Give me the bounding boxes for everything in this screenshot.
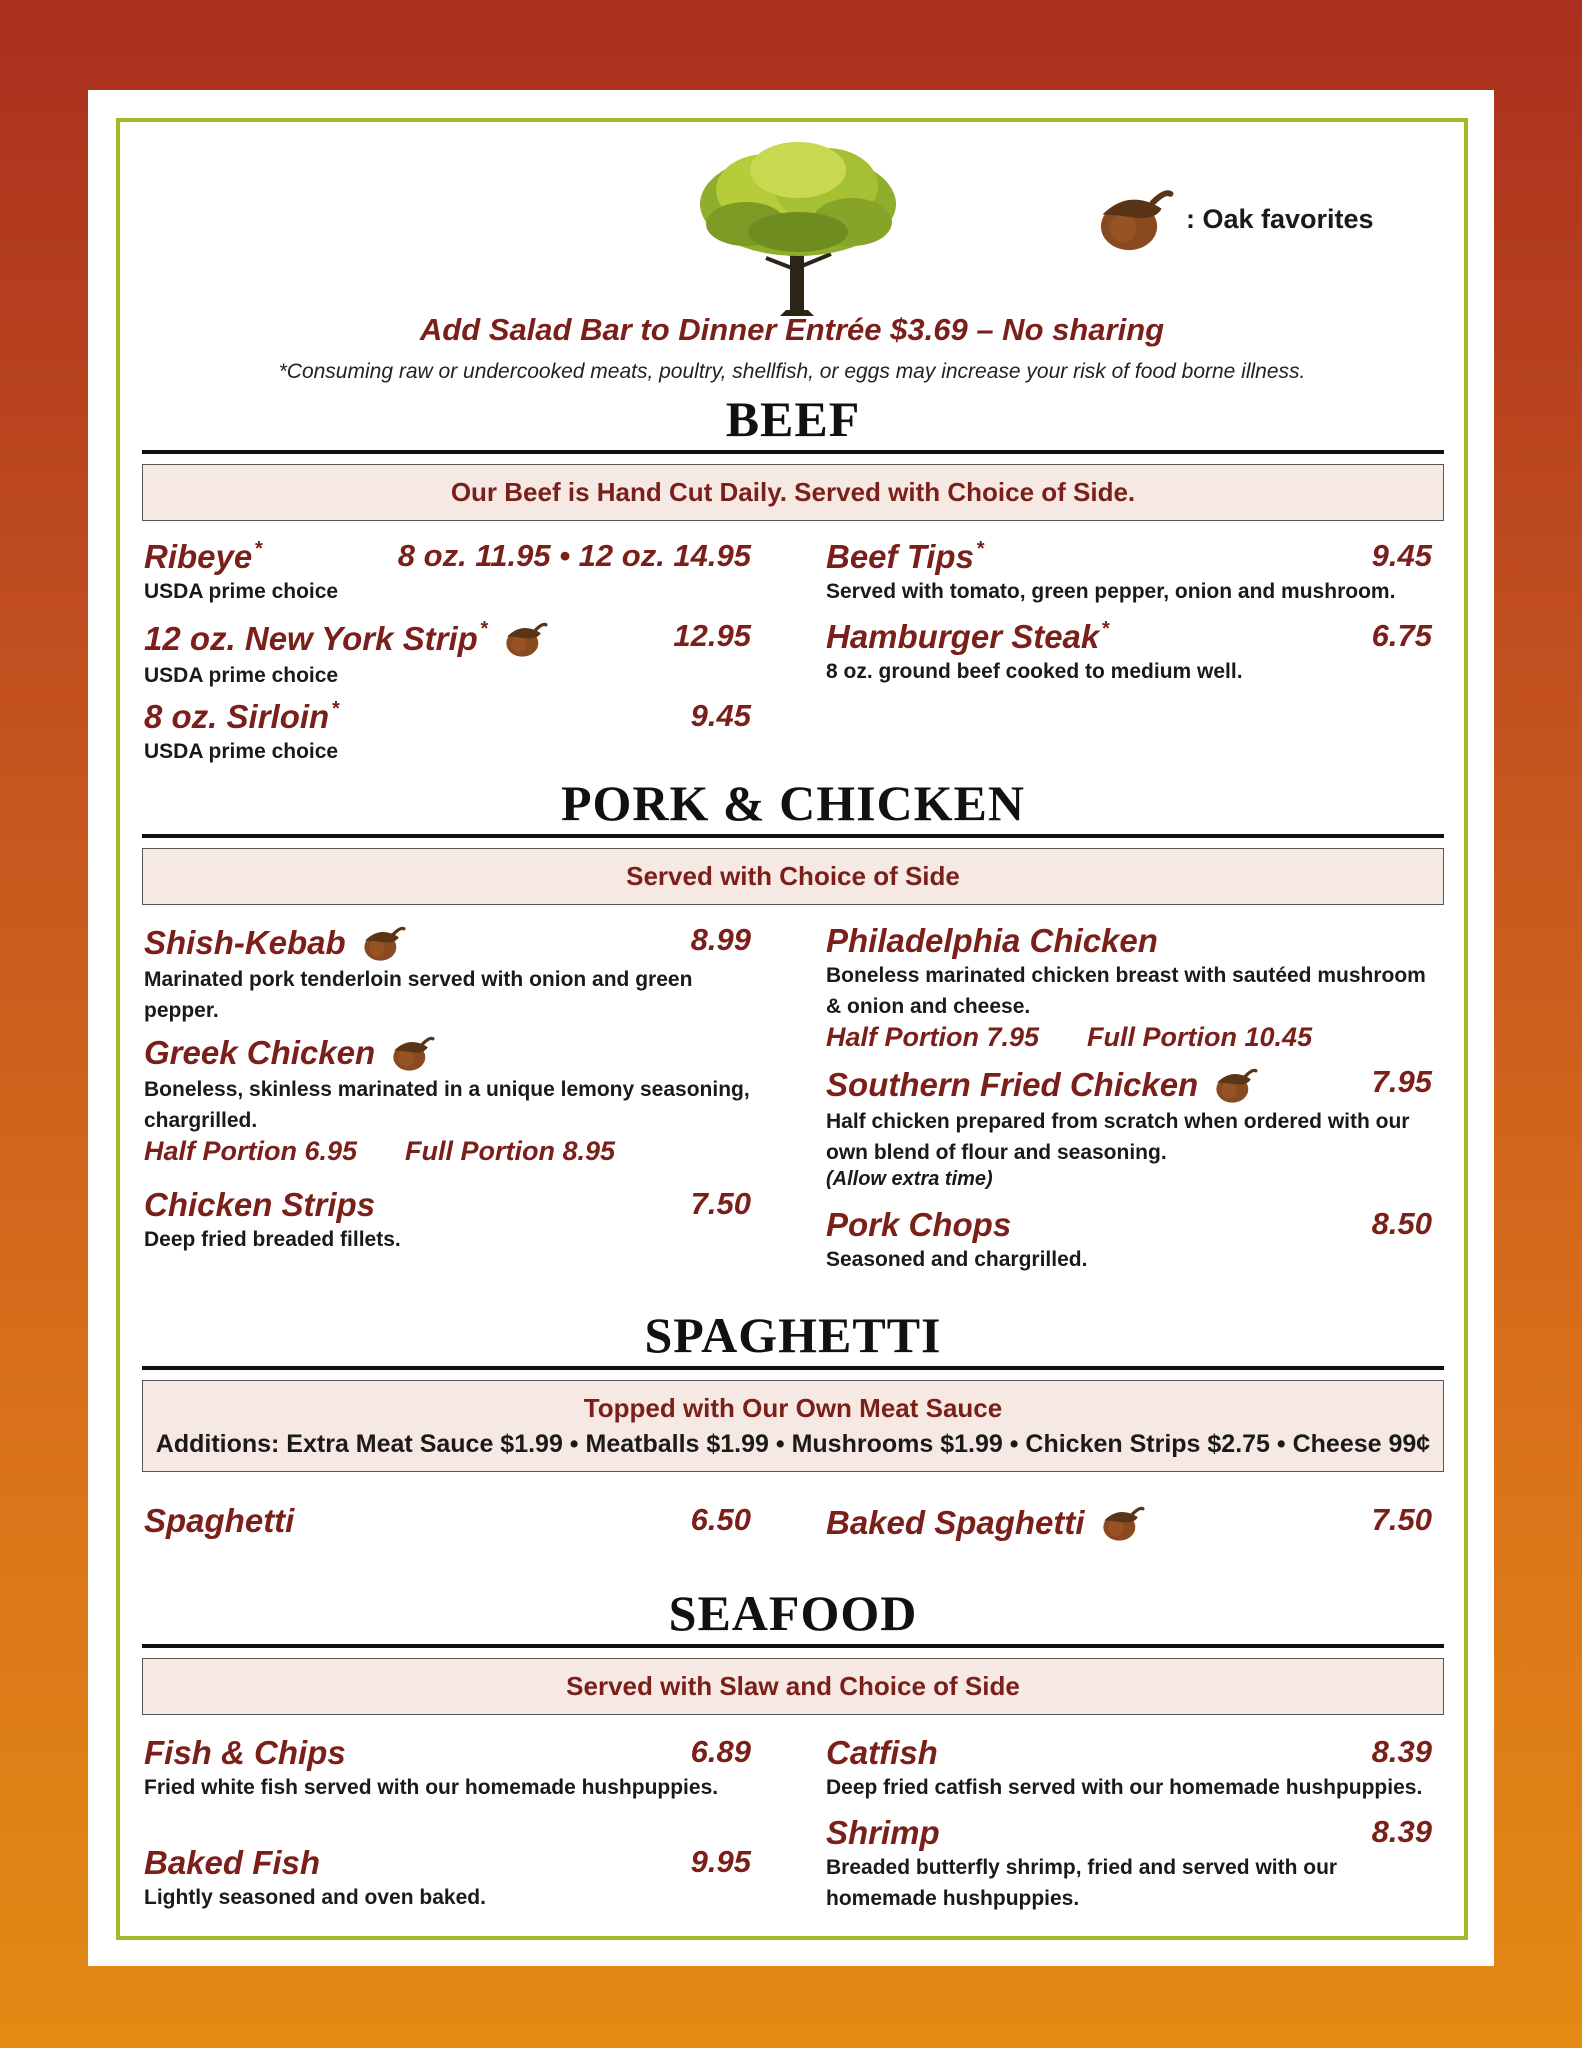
section-banner [142,1380,1444,1472]
item-name: Baked Spaghetti [826,1504,1085,1541]
item-description: Fried white fish served with our homemade hushpuppies. [144,1776,719,1799]
item-name: Catfish [826,1734,938,1771]
item-name: Chicken Strips [144,1186,376,1223]
menu-item-ribeye: Ribeye * 8 oz. 11.95 • 12 oz. 14.95 USDA prime choice [144,538,751,607]
full-portion-price: Full Portion 10.45 [1087,1022,1313,1052]
menu-item-beef-tips: Beef Tips * 9.45 Served with tomato, green pepper, onion and mushroom. [826,538,1432,607]
menu-item-shish-kebab [144,922,751,1026]
item-price: 8.39 [1371,1734,1432,1769]
item-description: Deep fried catfish served with our homemade hushpuppies. [826,1776,1423,1799]
section-title: SEAFOOD [668,1585,918,1641]
item-description: homemade hushpuppies. [826,1887,1080,1910]
menu-item-baked-spaghetti [826,1502,1432,1544]
section-title: BEEF [725,391,861,447]
acorn-icon [1095,1502,1147,1544]
item-price: 8 oz. 11.95 • 12 oz. 14.95 [397,538,751,573]
menu-item-fish-and-chips [144,1734,751,1803]
item-description: Lightly seasoned and oven baked. [144,1886,486,1909]
divider [142,834,1444,838]
item-description: USDA prime choice [144,740,339,763]
section-banner: Served with Choice of Side [142,848,1444,905]
oak-tree-icon [686,140,910,316]
item-description: USDA prime choice [144,580,339,603]
item-name: Fish & Chips [144,1734,346,1771]
item-price: 8.39 [1371,1814,1432,1849]
item-name: Greek Chicken [144,1034,376,1071]
menu-item-new-york-strip: 12 oz. New York Strip * 12.95 USDA prime choice [144,618,751,691]
menu-item-chicken-strips [144,1186,751,1255]
item-price: 6.75 [1371,618,1432,653]
item-description: Boneless, skinless marinated in a unique lemony seasoning, [144,1078,750,1101]
divider [142,1366,1444,1370]
item-description: Served with tomato, green pepper, onion and mushroom. [826,580,1396,603]
menu-item-philadelphia-chicken [826,922,1432,1053]
item-name: Shrimp [826,1814,940,1851]
item-price: 7.95 [1371,1064,1432,1099]
item-price: 9.45 [690,698,751,733]
item-price: 6.89 [690,1734,751,1769]
item-name: 12 oz. New York Strip [144,620,478,657]
item-price: 9.45 [1371,538,1432,573]
item-name: Spaghetti [144,1502,295,1539]
menu-item-pork-chops [826,1206,1432,1275]
section-banner: Served with Slaw and Choice of Side [142,1658,1444,1715]
item-name: Philadelphia Chicken [826,922,1158,959]
legend-text: : Oak favorites [1186,203,1374,234]
menu-frame [116,118,1468,1940]
item-description: Deep fried breaded fillets. [144,1228,401,1251]
item-price: 8.50 [1371,1206,1432,1241]
item-description: Breaded butterfly shrimp, fried and served with our [826,1856,1338,1879]
item-description: USDA prime choice [144,664,339,687]
beef-section [142,390,1444,521]
menu-item-catfish [826,1734,1432,1803]
item-name: Ribeye [144,538,253,575]
item-name: Southern Fried Chicken [826,1066,1199,1103]
item-description: own blend of flour and seasoning. [826,1141,1167,1164]
menu-item-shrimp [826,1814,1432,1914]
item-name: Baked Fish [144,1844,321,1881]
menu-item-hamburger-steak: Hamburger Steak * 6.75 8 oz. ground beef cooked to medium well. [826,618,1432,687]
item-name: Beef Tips [826,538,974,575]
item-price: 12.95 [673,618,751,653]
item-description: Boneless marinated chicken breast with sautéed mushroom [826,964,1426,987]
item-price: 8.99 [690,922,751,957]
divider [142,450,1444,454]
menu-item-spaghetti [144,1502,751,1540]
full-portion-price: Full Portion 8.95 [405,1136,616,1166]
section-title: PORK & CHICKEN [561,775,1025,831]
acorn-icon [356,922,408,964]
item-description: pepper. [144,999,219,1022]
acorn-icon [498,618,550,660]
item-description: Seasoned and chargrilled. [826,1248,1088,1271]
item-description: & onion and cheese. [826,995,1031,1018]
half-portion-price: Half Portion 6.95 [144,1136,358,1166]
acorn-icon [1208,1064,1260,1106]
item-note: (Allow extra time) [826,1168,993,1190]
food-warning: *Consuming raw or undercooked meats, poultry, shellfish, or eggs may increase your risk of food borne illness. [278,360,1306,383]
seafood-section [142,1584,1444,1715]
pork-chicken-section [142,774,1444,905]
item-price: 6.50 [690,1502,751,1537]
item-price: 7.50 [690,1186,751,1221]
additions-list: Additions: Extra Meat Sauce $1.99 • Meatballs $1.99 • Mushrooms $1.99 • Chicken Strips $2.75 • Cheese 99¢ [155,1430,1431,1458]
section-banner: Our Beef is Hand Cut Daily. Served with Choice of Side. [142,464,1444,521]
banner-title: Topped with Our Own Meat Sauce [583,1393,1003,1423]
divider [142,1644,1444,1648]
item-description: Marinated pork tenderloin served with onion and green [144,968,693,991]
menu-item-greek-chicken [144,1032,751,1167]
menu-item-baked-fish [144,1844,751,1913]
menu-page [88,90,1494,1966]
legend [1086,182,1374,256]
item-name: Shish-Kebab [144,924,346,961]
item-name: Pork Chops [826,1206,1012,1243]
salad-bar-note: Add Salad Bar to Dinner Entrée $3.69 – No sharing [419,312,1165,347]
acorn-icon [385,1032,437,1074]
half-portion-price: Half Portion 7.95 [826,1022,1040,1052]
item-description: chargrilled. [144,1109,258,1132]
item-description: Half chicken prepared from scratch when ordered with our [826,1110,1410,1133]
item-price: 9.95 [690,1844,751,1879]
item-price: 7.50 [1371,1502,1432,1537]
item-description: 8 oz. ground beef cooked to medium well. [826,660,1243,683]
item-name: Hamburger Steak [826,618,1100,655]
spaghetti-section [142,1306,1444,1472]
section-title: SPAGHETTI [644,1307,942,1363]
menu-item-southern-fried-chicken [826,1064,1432,1191]
item-name: 8 oz. Sirloin [144,698,330,735]
acorn-icon [1086,182,1178,256]
menu-item-sirloin: 8 oz. Sirloin * 9.45 USDA prime choice [144,698,751,767]
